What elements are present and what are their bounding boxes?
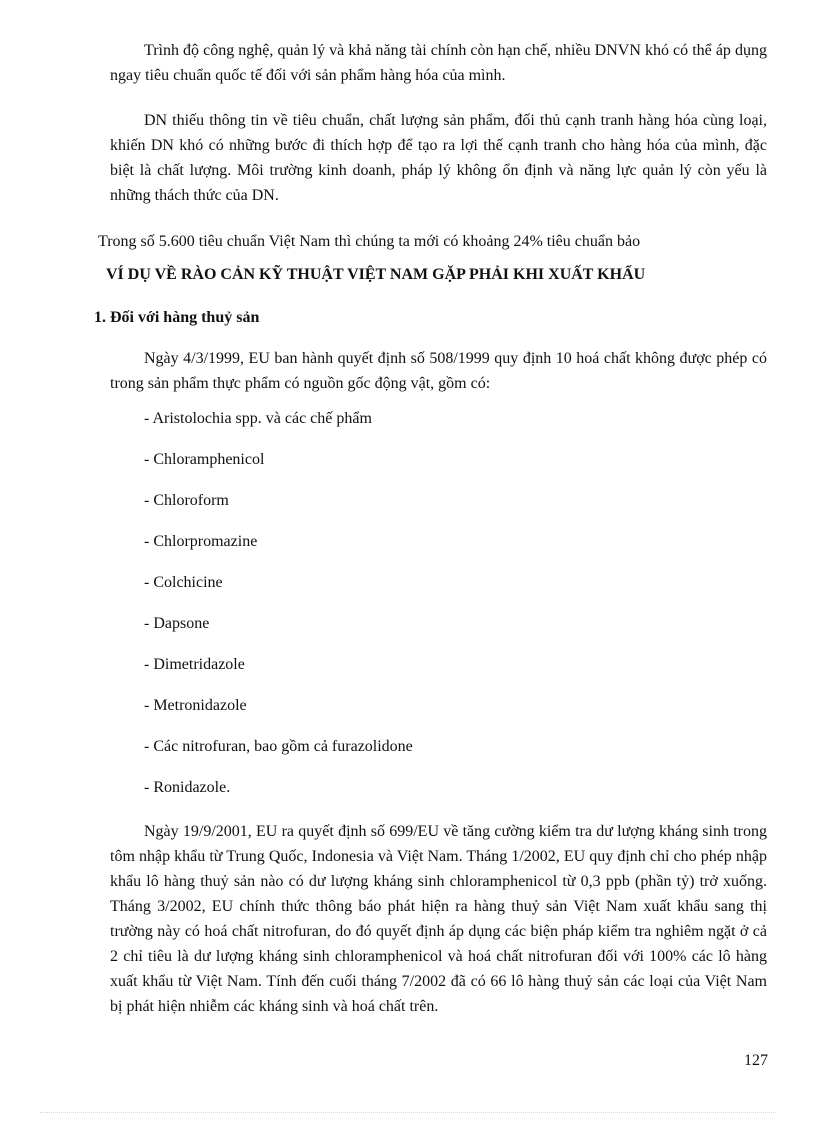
- list-item: - Chlorpromazine: [144, 533, 258, 550]
- chemical-list: [144, 409, 413, 819]
- standards-note: Trong số 5.600 tiêu chuẩn Việt Nam thì chúng ta mới có khoảng 24% tiêu chuẩn bảo: [98, 233, 641, 250]
- paragraph-information-gaps: DN thiếu thông tin về tiêu chuẩn, chất lượng sản phẩm, đối thủ cạnh tranh hàng hóa cùng loại, khiến DN khó có những bước đi thích hợp để tạo ra lợi thế cạnh tranh cho hàng hóa của mình, đặc biệt là chất lượng. Môi trường kinh doanh, pháp lý không ổn định và năng lực quản lý còn yếu là những thách thức của DN.: [110, 112, 767, 204]
- paragraph-eu-decision-2001: Ngày 19/9/2001, EU ra quyết định số 699/EU về tăng cường kiểm tra dư lượng kháng sinh trong tôm nhập khẩu từ Trung Quốc, Indonesia và Việt Nam. Tháng 1/2002, EU quy định chỉ cho phép nhập khẩu lô hàng thuỷ sản nào có dư lượng kháng sinh chloramphenicol từ 0,3 ppb (phần tỷ) trở xuống. Tháng 3/2002, EU chính thức thông báo phát hiện ra hàng thuỷ sản Việt Nam xuất khẩu sang thị trường này có hoá chất nitrofuran, do đó quyết định áp dụng các biện pháp kiểm tra nghiêm ngặt ở cả 2 chỉ tiêu là dư lượng kháng sinh chloramphenicol và hoá chất nitrofuran đối với 100% các lô hàng xuất khẩu từ Việt Nam. Tính đến cuối tháng 7/2002 đã có 66 lô hàng thuỷ sản các loại của Việt Nam bị phát hiện nhiễm các kháng sinh và hoá chất trên.: [110, 823, 767, 1015]
- page-divider: [40, 1112, 776, 1113]
- list-item: - Aristolochia spp. và các chế phẩm: [144, 410, 372, 427]
- list-item: - Các nitrofuran, bao gồm cả furazolidone: [144, 738, 413, 755]
- list-item: - Chloroform: [144, 492, 229, 509]
- paragraph-technology-limits: Trình độ công nghệ, quản lý và khả năng tài chính còn hạn chế, nhiều DNVN khó có thể áp dụng ngay tiêu chuẩn quốc tế đối với sản phẩm hàng hóa của mình.: [110, 42, 767, 84]
- main-heading: VÍ DỤ VỀ RÀO CẢN KỸ THUẬT VIỆT NAM GẶP PHẢI KHI XUẤT KHẨU: [106, 266, 646, 283]
- list-item: - Chloramphenicol: [144, 451, 265, 468]
- list-item: - Metronidazole: [144, 697, 247, 714]
- list-item: - Ronidazole.: [144, 779, 231, 796]
- list-item: - Dimetridazole: [144, 656, 245, 673]
- list-item: - Dapsone: [144, 615, 210, 632]
- section-heading-seafood: 1. Đối với hàng thuỷ sản: [94, 309, 260, 326]
- page-number: 127: [744, 1052, 768, 1069]
- list-item: - Colchicine: [144, 574, 223, 591]
- paragraph-eu-decision-1999: Ngày 4/3/1999, EU ban hành quyết định số 508/1999 quy định 10 hoá chất không được phép có trong sản phẩm thực phẩm có nguồn gốc động vật, gồm có:: [110, 350, 767, 392]
